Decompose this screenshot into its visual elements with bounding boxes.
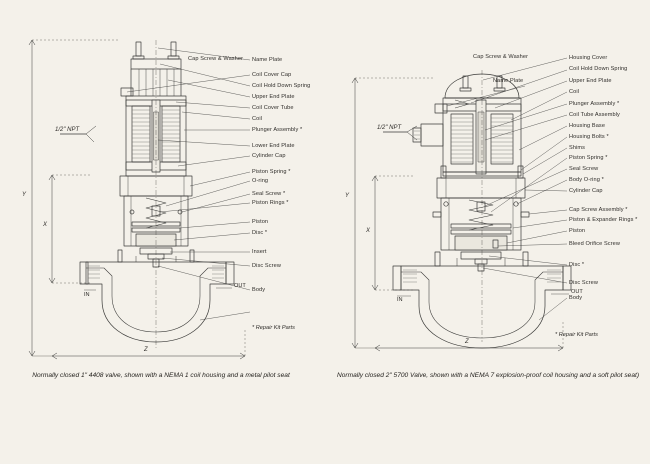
label-left-12: Piston Rings * [252, 200, 289, 206]
label-right-9: Piston Spring * [569, 155, 608, 161]
caption-left: Normally closed 1" 4408 valve, shown with a NEMA 1 coil housing and a metal pilot seat [32, 372, 290, 379]
port-in-left: IN [84, 292, 90, 298]
dim-z-right: Z [465, 339, 469, 345]
dim-y-left: Y [22, 192, 27, 198]
label-right-14: Piston & Expander Rings * [569, 217, 638, 223]
dim-npt-right: 1/2" NPT [377, 125, 402, 131]
label-right-17: Disc * [569, 262, 585, 268]
dim-y-right: Y [345, 193, 350, 199]
label-right-19: Body [569, 295, 583, 301]
dim-npt-left: 1/2" NPT [55, 127, 80, 133]
label-left-6: Plunger Assembly * [252, 127, 303, 133]
label-right-2: Upper End Plate [569, 78, 612, 84]
label-cap-screw-washer-right: Cap Screw & Washer [473, 54, 529, 60]
label-left-5: Coil [252, 116, 263, 122]
label-right-15: Piston [569, 228, 586, 234]
label-left-16: Disc Screw [252, 263, 281, 269]
label-right-11: Body O-ring * [569, 177, 604, 183]
label-left-8: Cylinder Cap [252, 153, 286, 159]
label-right-8: Shims [569, 145, 586, 151]
label-right-10: Seal Screw [569, 166, 599, 172]
label-right-7: Housing Bolts * [569, 134, 609, 140]
label-left-17: Body [252, 287, 266, 293]
label-name-plate-right: Name Plate [493, 78, 524, 84]
label-left-3: Upper End Plate [252, 94, 295, 100]
dim-x-left: X [43, 222, 48, 228]
label-right-18: Disc Screw [569, 280, 598, 286]
label-right-0: Housing Cover [569, 55, 608, 61]
label-right-16: Bleed Orifice Screw [569, 241, 621, 247]
dim-z-left: Z [144, 347, 148, 353]
label-right-5: Coil Tube Assembly [569, 112, 620, 118]
label-right-1: Coil Hold Down Spring [569, 66, 628, 72]
label-left-4: Coil Cover Tube [252, 105, 294, 111]
label-left-14: Disc * [252, 230, 268, 236]
label-left-11: Seal Screw * [252, 191, 286, 197]
label-right-6: Housing Base [569, 123, 606, 129]
label-left-7: Lower End Plate [252, 143, 295, 149]
label-left-9: Piston Spring * [252, 169, 291, 175]
port-in-right: IN [397, 297, 403, 303]
label-right-3: Coil [569, 89, 580, 95]
label-left-10: O-ring [252, 178, 269, 184]
label-left-15: Insert [252, 249, 267, 255]
caption-right: Normally closed 2" 5700 Valve, shown with a NEMA 7 explosion-proof coil housing and a soft pilot seat) [336, 372, 640, 379]
label-right-12: Cylinder Cap [569, 188, 603, 194]
port-out-left: OUT [234, 283, 246, 289]
label-cap-screw-washer-left: Cap Screw & Washer [188, 56, 244, 62]
footnote-right: * Repair Kit Parts [555, 332, 598, 338]
label-left-1: Coil Cover Cap [252, 72, 292, 78]
label-right-4: Plunger Assembly * [569, 101, 620, 107]
label-left-0: Name Plate [252, 57, 283, 63]
diagram-panel-right [325, 0, 650, 464]
footnote-left: * Repair Kit Parts [252, 325, 295, 331]
port-out-right: OUT [571, 289, 583, 295]
label-left-13: Piston [252, 219, 269, 225]
label-left-2: Coil Hold Down Spring [252, 83, 311, 89]
label-right-13: Cap Screw Assembly * [569, 207, 628, 213]
dim-x-right: X [366, 228, 371, 234]
